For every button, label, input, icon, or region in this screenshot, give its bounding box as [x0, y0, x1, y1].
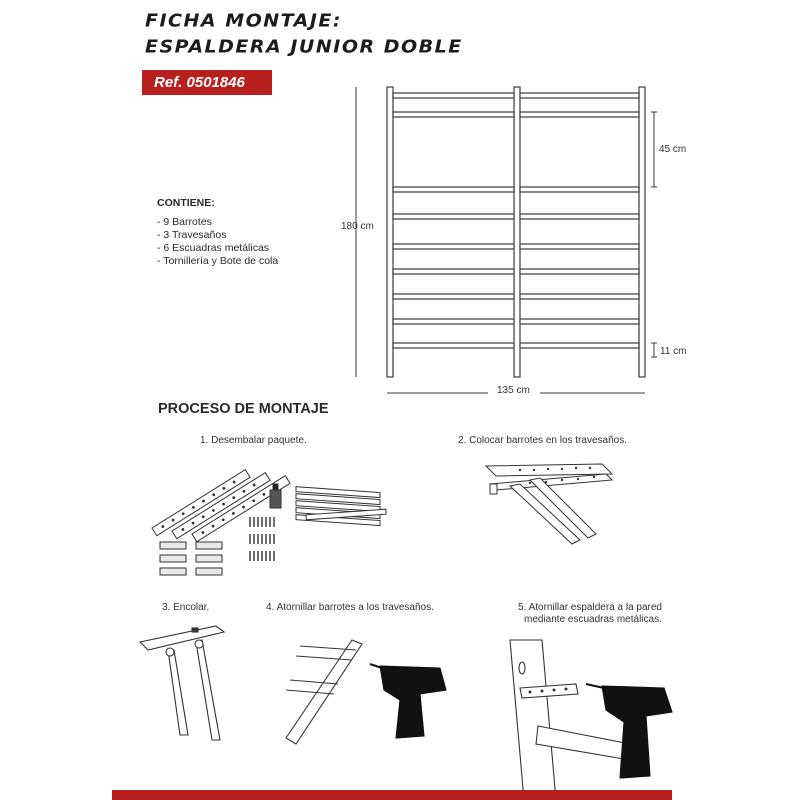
contents-item: - Tornillería y Bote de cola: [157, 255, 279, 267]
step-4-label: 4. Atornillar barrotes a los travesaños.: [266, 602, 434, 613]
rung: [520, 269, 639, 274]
rung: [393, 244, 514, 249]
rung: [393, 269, 514, 274]
rung: [520, 343, 639, 348]
dimension-rung-spacing-bottom: 11 cm: [660, 346, 687, 357]
footer-accent: [112, 790, 672, 800]
contents-item: - 9 Barrotes: [157, 216, 212, 228]
step-2-illustration: [486, 464, 612, 544]
contents-item: - 6 Escuadras metálicas: [157, 242, 270, 254]
dimension-rung-spacing-top: 45 cm: [659, 144, 687, 155]
step-5-illustration: [510, 640, 672, 800]
rung: [393, 187, 514, 192]
contents-heading: CONTIENE:: [157, 197, 215, 209]
step-5-label-line-1: 5. Atornillar espaldera a la pared: [518, 602, 662, 613]
rung: [393, 319, 514, 324]
process-title: PROCESO DE MONTAJE: [158, 401, 329, 417]
step-1-illustration: [152, 470, 386, 575]
rung: [520, 214, 639, 219]
rung: [393, 93, 514, 98]
step-1-label: 1. Desembalar paquete.: [200, 435, 307, 446]
rung: [520, 319, 639, 324]
reference-badge: Ref. 0501846: [142, 70, 272, 95]
step-3-illustration: [140, 626, 224, 740]
rung: [393, 112, 514, 117]
rung: [393, 294, 514, 299]
wall-bars-diagram: [356, 87, 657, 393]
contents-item: - 3 Travesaños: [157, 229, 227, 241]
step-3-label: 3. Encolar.: [162, 602, 210, 613]
rung: [520, 112, 639, 117]
title-line-2: ESPALDERA JUNIOR DOBLE: [145, 36, 463, 58]
rung: [520, 244, 639, 249]
rung: [520, 187, 639, 192]
rung: [393, 214, 514, 219]
dimension-height: 180 cm: [341, 221, 374, 232]
step-4-illustration: [286, 640, 446, 744]
dimension-width: 135 cm: [497, 385, 530, 396]
step-2-label: 2. Colocar barrotes en los travesaños.: [458, 435, 627, 446]
rung: [520, 93, 639, 98]
rung: [393, 343, 514, 348]
title-line-1: FICHA MONTAJE:: [145, 10, 343, 32]
rung: [520, 294, 639, 299]
step-5-label-line-2: mediante escuadras metálicas.: [524, 614, 662, 625]
